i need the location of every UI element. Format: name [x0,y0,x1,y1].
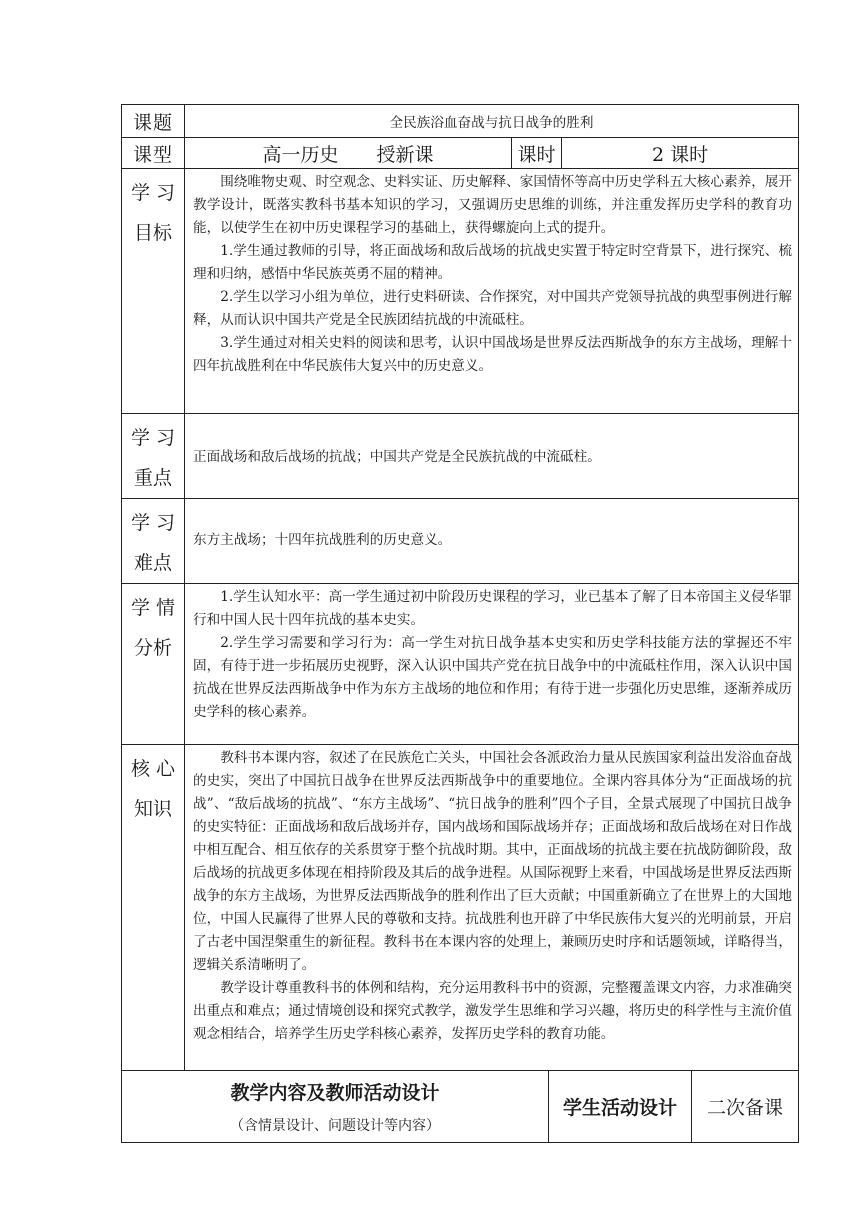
type-label: 课型 [122,138,185,169]
core-knowledge-content [185,745,799,1071]
objectives-paragraph: 3.学生通过对相关史料的阅读和思考，认识中国战场是世界反法西斯战争的东方主战场，理解十四年抗战胜利在中华民族伟大复兴中的历史意义。 [193,335,793,374]
core-knowledge-label-line2: 知识 [133,798,172,820]
student-activity-header: 学生活动设计 [549,1071,692,1143]
analysis-label-line1: 学 情 [130,597,176,619]
topic-label: 课题 [122,105,185,138]
objectives-paragraph: 1.学生通过教师的引导，将正面战场和敌后战场的抗战史实置于特定时空背景下，进行探究、梳理和归纳，感悟中华民族英勇不屈的精神。 [193,243,793,282]
lesson-plan-table [121,104,799,1071]
teacher-design-title: 教学内容及教师活动设计 [230,1082,440,1104]
objectives-paragraph: 2.学生以学习小组为单位，进行史料研读、合作探究，对中国共产党领导抗战的典型事例进行解释，从而认识中国共产党是全民族团结抗战的中流砥柱。 [193,289,793,328]
core-knowledge-row [122,745,799,1071]
objectives-paragraph: 围绕唯物史观、时空观念、史料实证、历史解释、家国情怀等高中历史学科五大核心素养，展开教学设计，既落实教科书基本知识的学习，又强调历史思维的训练，并注重发挥历史学科的教育功能，以使学生在初中历史课程学习的基础上，获得螺旋向上式的提升。 [193,174,793,236]
lesson-plan-page [121,104,798,1143]
activity-header-row [122,1071,799,1143]
core-knowledge-paragraph: 教学设计尊重教科书的体例和结构，充分运用教科书中的资源，完整覆盖课文内容，力求准确突出重点和难点；通过情境创设和探究式教学，激发学生思维和学习兴趣，将历史的科学性与主流价值观念相结合，培养学生历史学科核心素养，发挥历史学科的教育功能。 [193,980,793,1042]
teacher-design-subtitle: （含情景设计、问题设计等内容） [230,1118,440,1134]
topic-value: 全民族浴血奋战与抗日战争的胜利 [185,105,799,138]
analysis-content [185,584,799,745]
core-knowledge-label [122,745,185,1071]
type-row [122,138,799,169]
objectives-row [122,169,799,414]
hours-value: 2 课时 [562,138,799,169]
type-value: 高一历史 授新课 [185,138,512,169]
difficulties-label [122,499,185,584]
analysis-label [122,584,185,745]
topic-row [122,105,799,138]
analysis-label-line2: 分析 [133,637,172,659]
second-prep-header: 二次备课 [692,1071,799,1143]
objectives-label-line2: 目标 [133,222,172,244]
difficulties-label-line1: 学 习 [130,512,176,534]
activity-header-table [121,1070,799,1143]
difficulties-row [122,499,799,584]
analysis-paragraph: 2.学生学习需要和学习行为：高一学生对抗日战争基本史实和历史学科技能方法的掌握还不牢固，有待于进一步拓展历史视野，深入认识中国共产党在抗日战争中的中流砥柱作用，深入认识中国抗战在世界反法西斯战争中作为东方主战场的地位和作用；有待于进一步强化历史思维，逐渐养成历史学科的核心素养。 [193,635,793,720]
analysis-row [122,584,799,745]
difficulties-label-line2: 难点 [133,552,172,574]
key-points-content: 正面战场和敌后战场的抗战；中国共产党是全民族抗战的中流砥柱。 [185,414,799,499]
core-knowledge-label-line1: 核 心 [130,758,176,780]
objectives-label [122,169,185,414]
key-points-label [122,414,185,499]
difficulties-content: 东方主战场；十四年抗战胜利的历史意义。 [185,499,799,584]
key-points-row [122,414,799,499]
key-points-label-line1: 学 习 [130,427,176,449]
teacher-design-header [122,1071,549,1143]
objectives-label-line1: 学 习 [130,182,176,204]
objectives-content [185,169,799,414]
analysis-paragraph: 1.学生认知水平：高一学生通过初中阶段历史课程的学习，业已基本了解了日本帝国主义侵华罪行和中国人民十四年抗战的基本史实。 [193,589,793,628]
key-points-label-line2: 重点 [133,467,172,489]
hours-label: 课时 [512,138,562,169]
core-knowledge-paragraph: 教科书本课内容，叙述了在民族危亡关头，中国社会各派政治力量从民族国家利益出发浴血奋战的史实，突出了中国抗日战争在世界反法西斯战争中的重要地位。全课内容具体分为“正面战场的抗战”、“敌后战场的抗战”、“东方主战场”、“抗日战争的胜利”四个子目，全景式展现了中国抗日战争的史实特征：正面战场和敌后战场并存，国内战场和国际战场并存；正面战场和敌后战场在对日作战中相互配合、相互依存的关系贯穿于整个抗战时期。其中，正面战场的抗战主要在抗战防御阶段，敌后战场的抗战更多体现在相持阶段及其后的战争进程。从国际视野上来看，中国战场是世界反法西斯战争的东方主战场，为世界反法西斯战争的胜利作出了巨大贡献；中国重新确立了在世界上的大国地位，中国人民赢得了世界人民的尊敬和支持。抗战胜利也开辟了中华民族伟大复兴的光明前景，开启了古老中国涅槃重生的新征程。教科书在本课内容的处理上，兼顾历史时序和话题领域，详略得当，逻辑关系清晰明了。 [193,750,793,973]
